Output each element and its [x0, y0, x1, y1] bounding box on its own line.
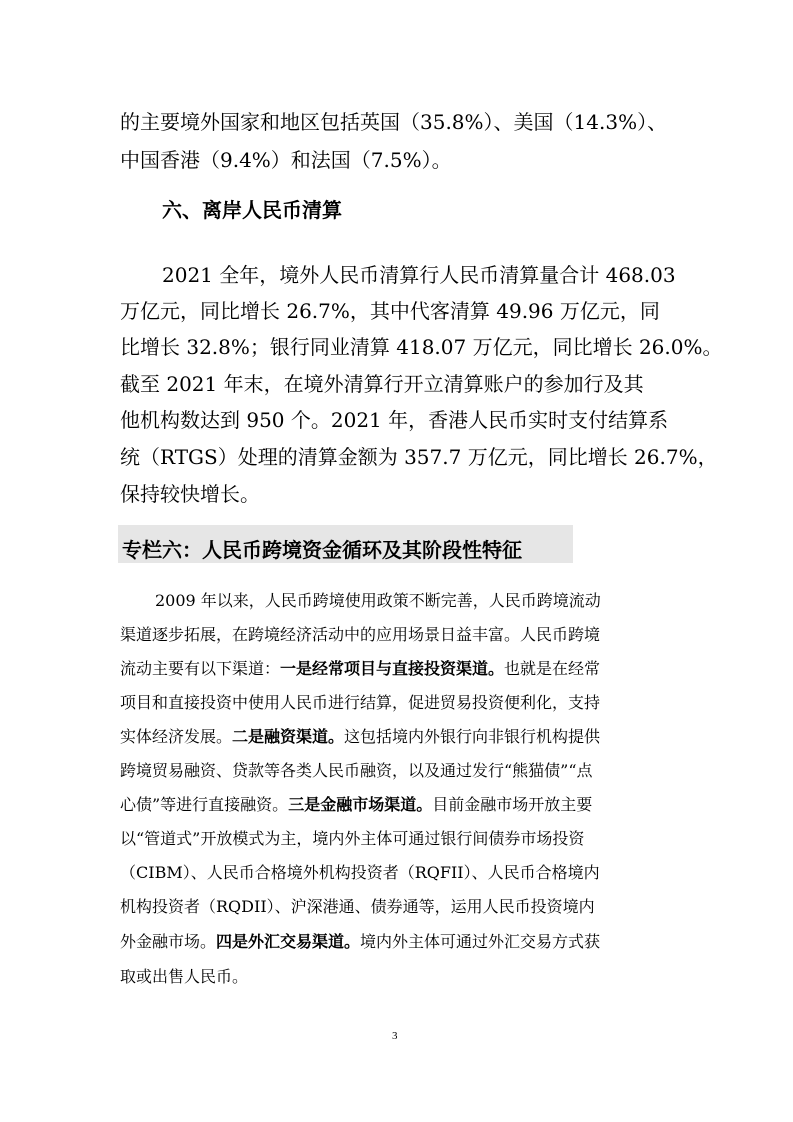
box-text-line	[120, 763, 593, 779]
box-text-line	[120, 729, 600, 745]
text-segment: 机构投资者（RQDII）、沪深港通、债券通等，运用人民币投资境内	[120, 897, 595, 916]
text-segment: 渠道逐步拓展，在跨境经济活动中的应用场景日益丰富。人民币跨境	[120, 625, 601, 644]
box-text-line	[120, 695, 600, 711]
channel-label: 一是经常项目与直接投资渠道。	[280, 659, 505, 678]
text-segment: 境内外主体可通过外汇交易方式获	[360, 932, 601, 951]
text-line: 2021 全年，境外人民币清算行人民币清算量合计 468.03	[162, 263, 676, 287]
box-text-line	[155, 593, 601, 609]
text-segment: 目前金融市场开放主要	[432, 795, 593, 814]
text-segment: （CIBM）、人民币合格境外机构投资者（RQFII）、人民币合格境内	[120, 863, 600, 882]
text-segment: 也就是在经常	[504, 659, 601, 678]
text-segment: 这包括境内外银行向非银行机构提供	[344, 727, 601, 746]
text-segment: 流动主要有以下渠道：	[120, 659, 281, 678]
text-segment: 2009 年以来，人民币跨境使用政策不断完善，人民币跨境流动	[155, 591, 601, 610]
box-text-line	[120, 831, 584, 847]
text-segment: 外金融市场。	[120, 932, 217, 951]
text-line: 的主要境外国家和地区包括英国（35.8%）、美国（14.3%）、	[120, 110, 668, 134]
box-text-line	[120, 865, 600, 881]
text-line: 保持较快增长。	[120, 482, 260, 506]
box-title: 专栏六：人民币跨境资金循环及其阶段性特征	[122, 538, 522, 562]
text-segment: 取或出售人民币。	[120, 967, 249, 986]
text-line: 他机构数达到 950 个。2021 年，香港人民币实时支付结算系	[120, 408, 669, 432]
text-line: 万亿元，同比增长 26.7%，其中代客清算 49.96 万亿元，同	[120, 299, 660, 323]
text-segment: 以“管道式”开放模式为主，境内外主体可通过银行间债券市场投资	[120, 829, 585, 848]
box-text-line	[120, 797, 592, 813]
section-heading: 六、离岸人民币清算	[162, 198, 342, 222]
text-line: 中国香港（9.4%）和法国（7.5%）。	[120, 148, 452, 172]
text-line: 统（RTGS）处理的清算金额为 357.7 万亿元，同比增长 26.7%，	[120, 445, 718, 469]
text-segment: 实体经济发展。	[120, 727, 233, 746]
box-text-line	[120, 899, 595, 915]
page-number: 3	[392, 1030, 398, 1042]
channel-label: 四是外汇交易渠道。	[216, 932, 361, 951]
channel-label: 三是金融市场渠道。	[288, 795, 433, 814]
channel-label: 二是融资渠道。	[232, 727, 345, 746]
box-text-line	[120, 969, 248, 985]
text-segment: 项目和直接投资中使用人民币进行结算，促进贸易投资便利化，支持	[120, 693, 601, 712]
text-line: 截至 2021 年末，在境外清算行开立清算账户的参加行及其	[120, 372, 644, 396]
text-segment: 心债”等进行直接融资。	[120, 795, 289, 814]
box-text-line	[120, 934, 600, 950]
box-text-line	[120, 661, 600, 677]
box-text-line	[120, 627, 600, 643]
text-line: 比增长 32.8%；银行同业清算 418.07 万亿元，同比增长 26.0%。	[120, 335, 723, 359]
text-segment: 跨境贸易融资、贷款等各类人民币融资，以及通过发行“熊猫债”“点	[120, 761, 593, 780]
